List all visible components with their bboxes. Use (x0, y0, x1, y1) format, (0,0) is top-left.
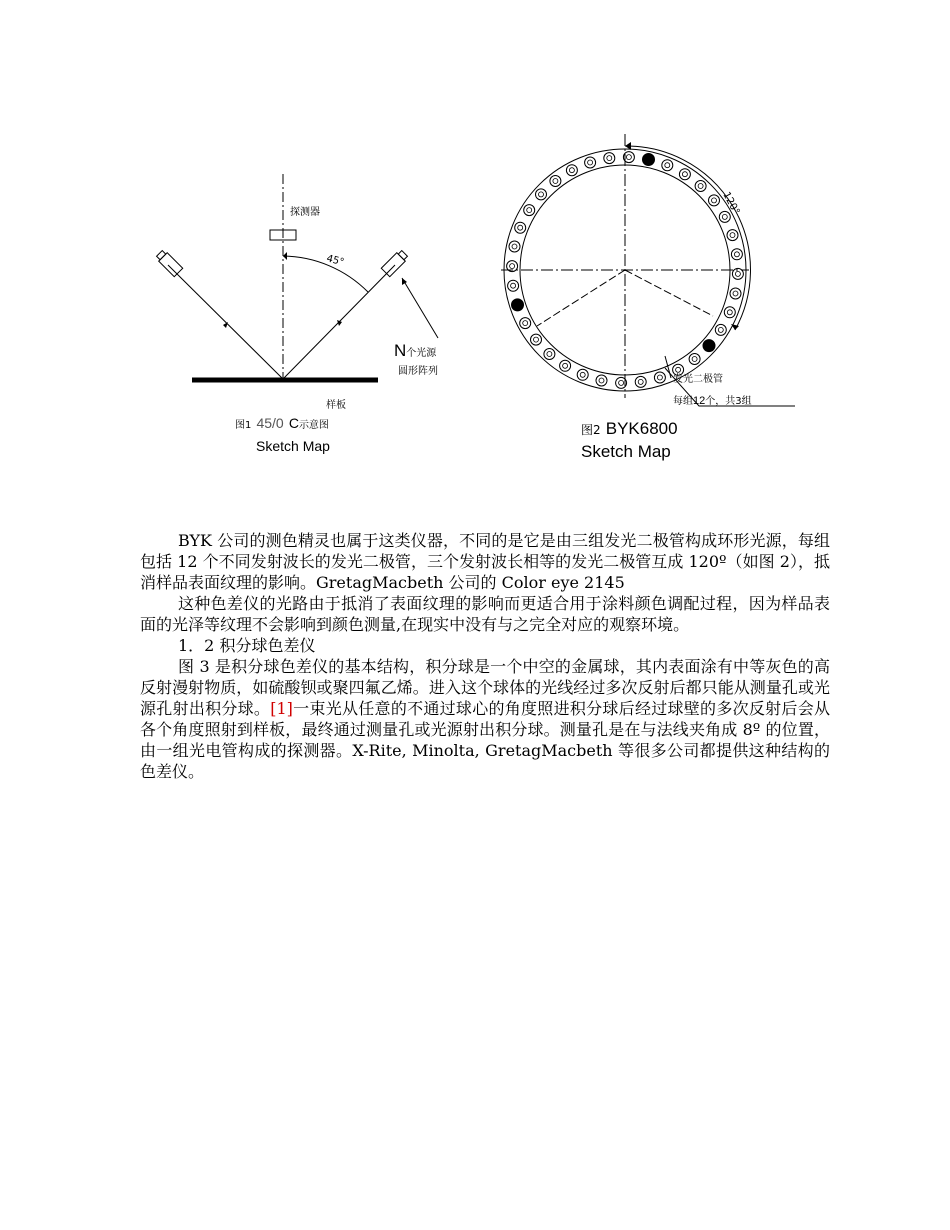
figure-45-0-diagram (140, 160, 460, 460)
led-marker-core (511, 283, 516, 288)
led-marker-core (599, 378, 604, 383)
led-marker-core (539, 192, 544, 197)
fig1-caption-sub: Sketch Map (256, 438, 330, 454)
group-label-count: 12 (693, 395, 706, 407)
led-marker-core (638, 379, 643, 384)
paragraph-3 (140, 656, 830, 782)
led-marker-core (692, 357, 697, 362)
led-marker-core (527, 208, 532, 213)
led-marker-core (607, 156, 612, 161)
led-marker (509, 241, 520, 252)
group-label-suffix: 个，共3组 (705, 396, 752, 407)
fig2-caption-prefix: 图2 (581, 423, 601, 437)
led-marker-core (563, 363, 568, 368)
light-source-label-rest: 个光源 (406, 348, 437, 359)
led-marker-core (682, 172, 687, 177)
fig1-caption-c: C (288, 415, 299, 431)
led-marker (524, 205, 535, 216)
led-marker (715, 324, 726, 335)
led-marker-core (698, 184, 703, 189)
fig2-caption-model: BYK6800 (605, 419, 678, 438)
leader-arrow (402, 278, 407, 285)
led-marker (550, 176, 561, 187)
led-marker-core (510, 264, 515, 269)
led-marker-core (588, 160, 593, 165)
led-marker-core (553, 179, 558, 184)
paragraph-3-part-b: 一束光从任意的不通过球心的角度照进积分球后经过球壁的多次反射后会从各个角度照射到样板，最终通过测量孔或光源射出积分球。测量孔是在与法线夹角成 8º 的位置，由一组光电管构成的探测器。X-Rite, Minolta, GretagMacbeth 等很多公司都提供这种结构的色差仪。 (140, 699, 830, 781)
led-marker (709, 195, 720, 206)
fig1-caption-prefix: 图1 (235, 420, 252, 431)
led-marker (544, 349, 555, 360)
led-marker (520, 318, 531, 329)
fig1-caption-suffix: 示意图 (298, 420, 329, 431)
svg-text:每组12个，共3组 (673, 394, 752, 407)
radial-line-a (537, 270, 625, 326)
led-marker-core (676, 367, 681, 372)
arc-arrow (283, 252, 287, 260)
led-marker-core (730, 233, 735, 238)
light-source-label-n: N (394, 341, 407, 360)
led-marker (724, 307, 735, 318)
angle-label: 45° (325, 253, 346, 269)
led-marker-core (735, 271, 740, 276)
led-marker-filled (703, 340, 715, 352)
arrow-left (223, 322, 228, 328)
led-marker (577, 369, 588, 380)
fig1-caption-geometry: 45/0 (256, 415, 284, 431)
led-marker (689, 354, 700, 365)
group-label-prefix: 每组 (673, 396, 693, 407)
led-marker-core (534, 337, 539, 342)
led-marker-core (657, 375, 662, 380)
arrangement-label: 圆形阵列 (398, 366, 438, 377)
section-heading: 1．2 积分球色差仪 (178, 636, 316, 655)
svg-text:N个光源 (394, 341, 437, 360)
led-marker (719, 211, 730, 222)
led-marker (679, 169, 690, 180)
led-marker (695, 181, 706, 192)
led-marker-core (547, 352, 552, 357)
svg-text:图2 BYK6800 (581, 419, 678, 438)
led-marker (730, 288, 741, 299)
led-marker-core (712, 198, 717, 203)
led-marker-core (718, 327, 723, 332)
body-text (140, 530, 830, 782)
leader-line (402, 278, 438, 338)
angle-120-label: 120° (720, 190, 742, 217)
lamp-right-icon (381, 249, 409, 277)
led-marker-core (665, 163, 670, 168)
led-marker-core (734, 252, 739, 257)
led-marker-core (727, 310, 732, 315)
led-marker (654, 372, 665, 383)
figure-byk6800-diagram (495, 130, 825, 470)
led-marker (566, 165, 577, 176)
led-marker (531, 334, 542, 345)
led-marker (635, 376, 646, 387)
incident-ray-left (168, 265, 283, 379)
led-marker-core (722, 214, 727, 219)
led-marker-core (733, 291, 738, 296)
led-marker-core (569, 168, 574, 173)
led-marker (662, 160, 673, 171)
led-marker-filled (512, 299, 524, 311)
svg-text:图1 45/0 C示意图 (235, 413, 329, 432)
fig2-caption-sub: Sketch Map (581, 442, 671, 461)
led-marker (596, 375, 607, 386)
led-marker-core (626, 155, 631, 160)
led-marker (727, 230, 738, 241)
paragraph-3-part-a: 图 3 是积分球色差仪的基本结构，积分球是一个中空的金属球，其内表面涂有中等灰色的高反射漫射物质，如硫酸钡或聚四氟乙烯。进入这个球体的光线经过多次反射后都只能从测量孔或光源孔射出积分球。 (140, 657, 830, 718)
led-marker-core (512, 244, 517, 249)
led-marker (585, 157, 596, 168)
led-marker-core (518, 225, 523, 230)
led-label: 发光二极管 (673, 374, 723, 385)
paragraph-2: 这种色差仪的光路由于抵消了表面纹理的影响而更适合用于涂料颜色调配过程，因为样品表面的光泽等纹理不会影响到颜色测量,在现实中没有与之完全对应的观察环境。 (140, 594, 830, 634)
led-marker-core (619, 380, 624, 385)
reference-link[interactable]: [1] (270, 699, 293, 718)
radial-line-b (625, 270, 713, 316)
detector-label: 探测器 (290, 207, 320, 218)
led-marker-filled (643, 154, 655, 166)
led-marker-core (523, 321, 528, 326)
led-marker-core (580, 372, 585, 377)
led-marker (731, 249, 742, 260)
led-marker (515, 222, 526, 233)
led-marker (508, 280, 519, 291)
sample-label: 样板 (326, 400, 346, 411)
lamp-left-icon (155, 249, 183, 277)
paragraph-1: BYK 公司的测色精灵也属于这类仪器，不同的是它是由三组发光二极管构成环形光源，每组包括 12 个不同发射波长的发光二极管，三个发射波长相等的发光二极管互成 120º（如图 2），抵消样品表面纹理的影响。GretagMacbeth 公司的 Color eye 2145 (140, 531, 830, 592)
led-marker (560, 360, 571, 371)
led-marker (604, 153, 615, 164)
led-marker (536, 189, 547, 200)
